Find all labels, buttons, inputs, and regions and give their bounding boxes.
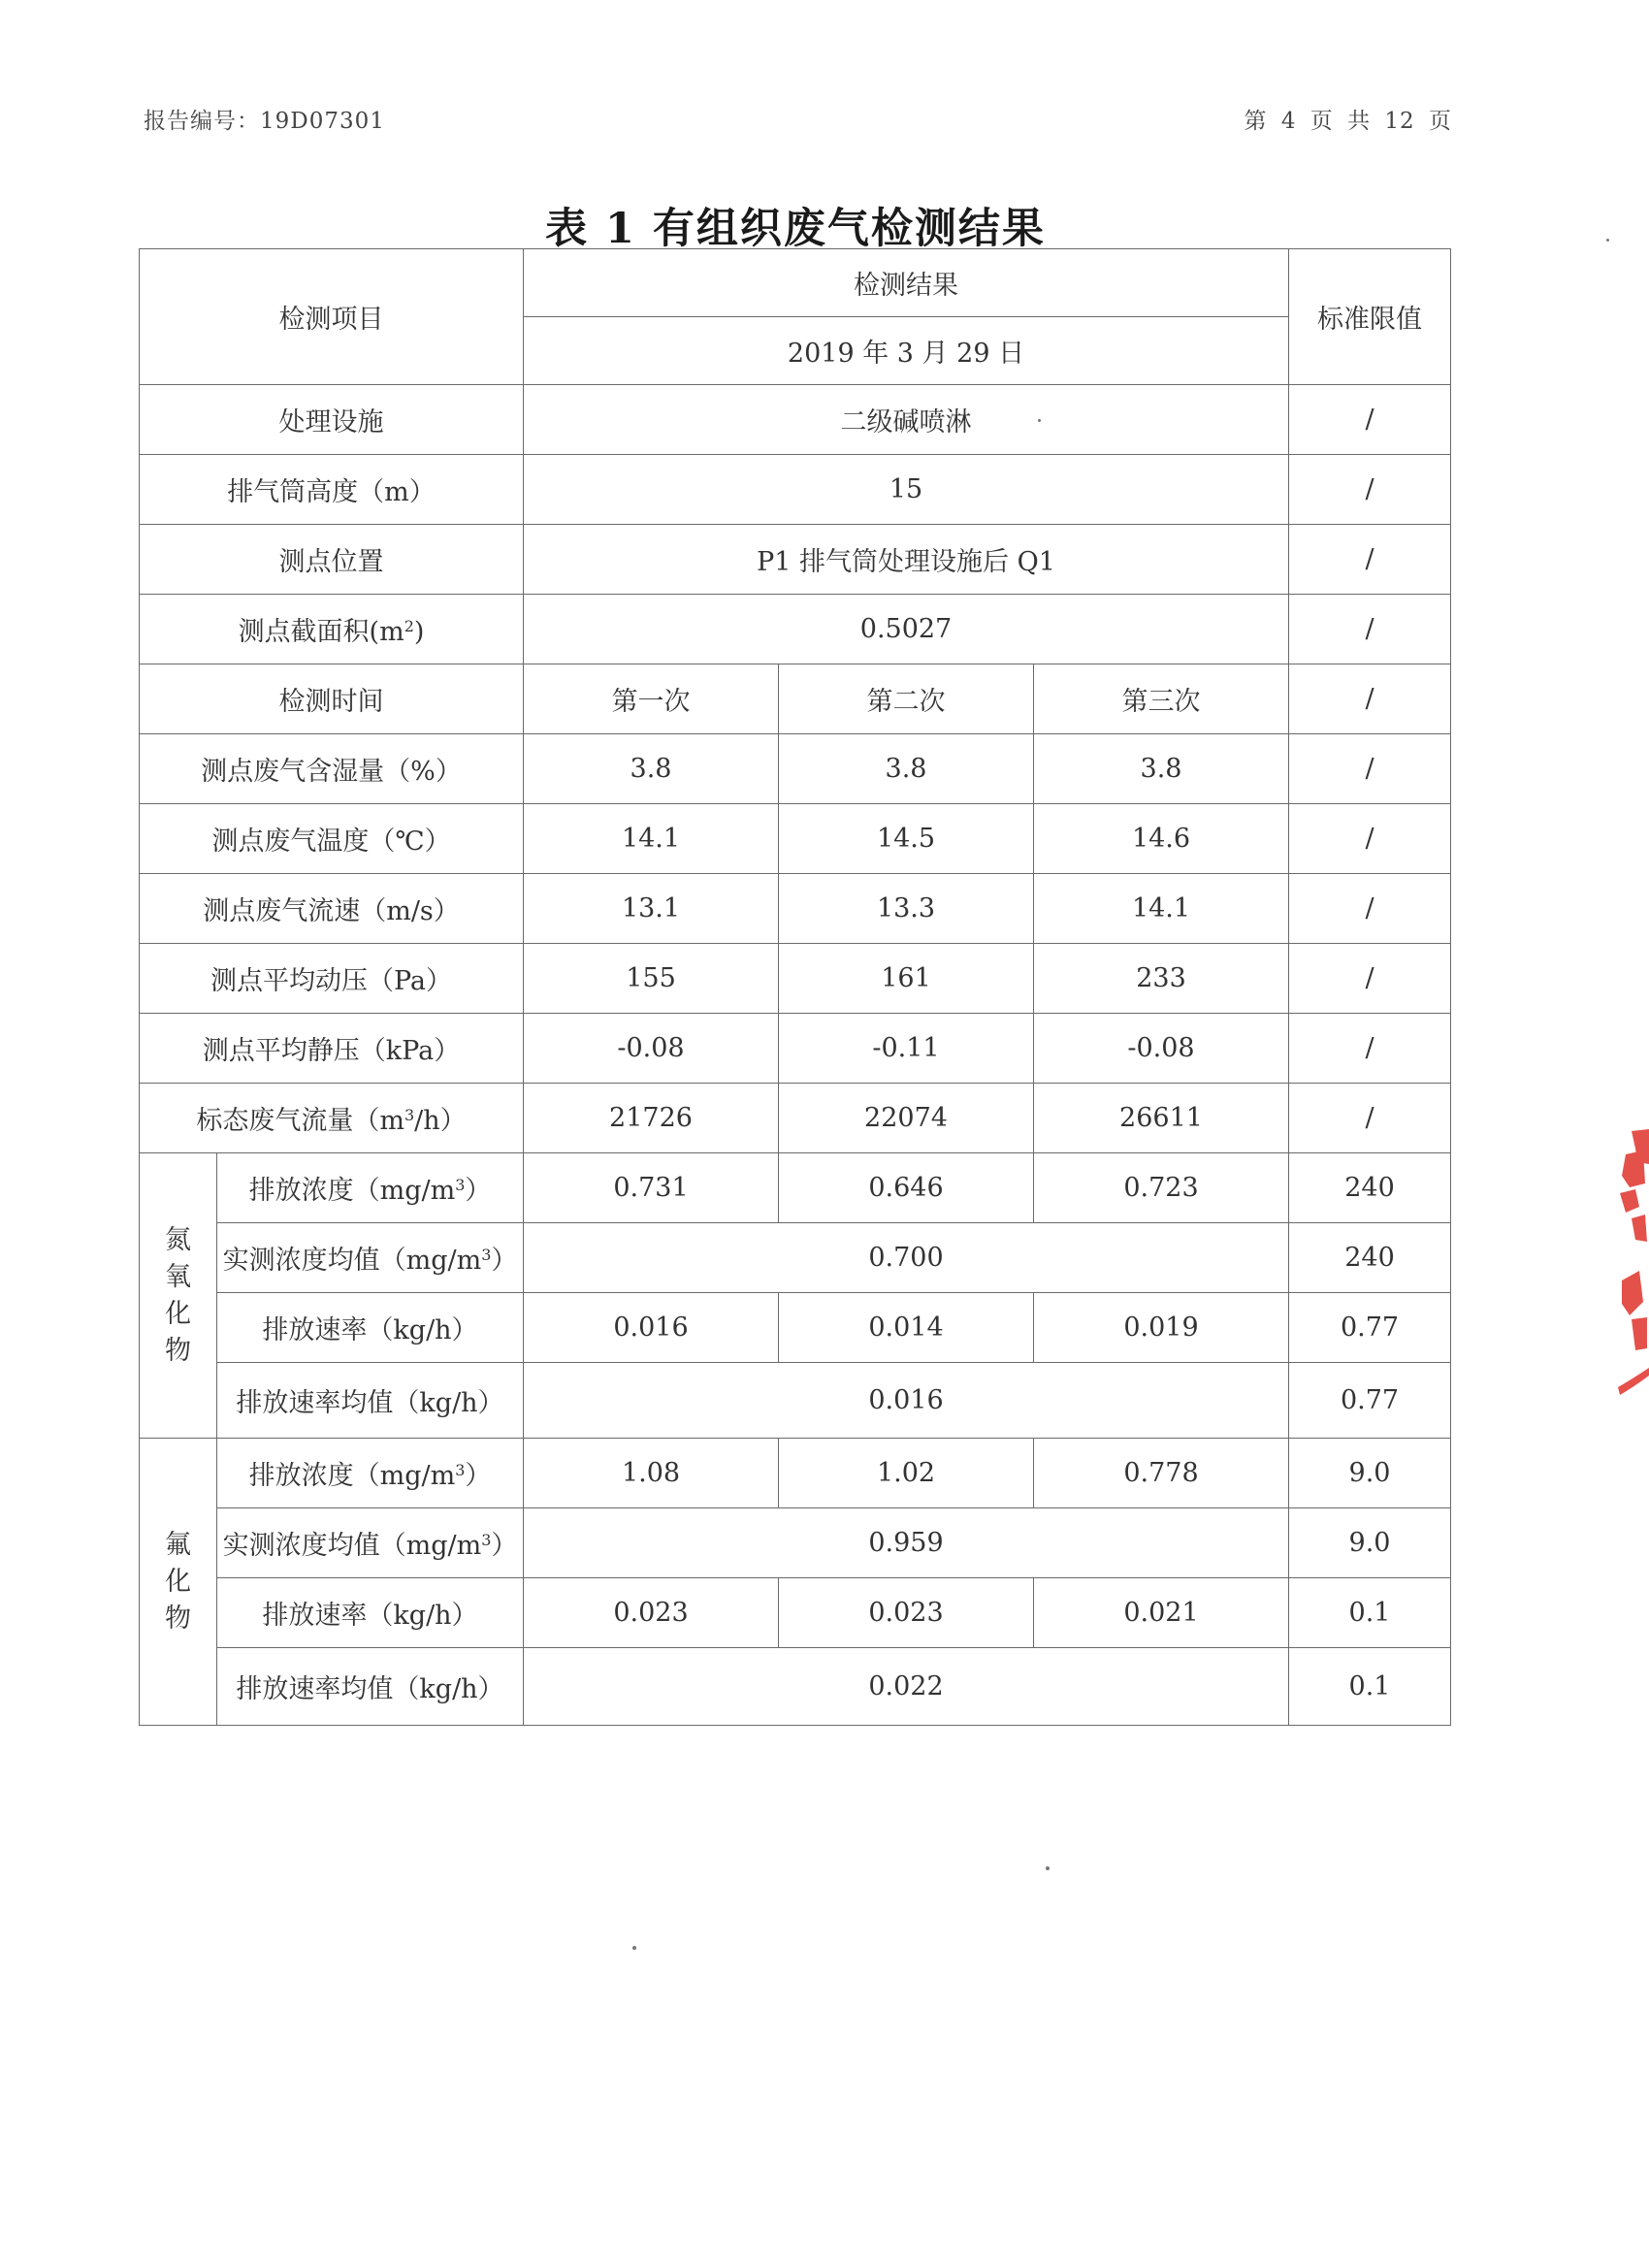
header-limit: 标准限值 bbox=[1289, 249, 1451, 385]
row-limit: 0.77 bbox=[1289, 1363, 1451, 1439]
row-limit: 9.0 bbox=[1289, 1439, 1451, 1508]
table-row bbox=[140, 944, 1451, 1014]
cell-v1: 13.1 bbox=[524, 874, 779, 944]
row-value: 0.5027 bbox=[524, 595, 1289, 664]
row-label: 处理设施 bbox=[140, 385, 524, 455]
cell-v1: 0.023 bbox=[524, 1578, 779, 1648]
cell-v3: 26611 bbox=[1034, 1084, 1289, 1153]
cell-v2: 第二次 bbox=[779, 664, 1034, 734]
row-label: 测点废气流速（m/s） bbox=[140, 874, 524, 944]
scan-speck bbox=[632, 1946, 636, 1950]
cell-v3: 233 bbox=[1034, 944, 1289, 1014]
row-limit: / bbox=[1289, 1014, 1451, 1084]
row-label: 排气筒高度（m） bbox=[140, 455, 524, 525]
table-row bbox=[140, 1439, 1451, 1508]
row-label: 排放浓度$(mg/m^3)$ bbox=[217, 1439, 524, 1508]
row-limit: 0.1 bbox=[1289, 1648, 1451, 1726]
table-title: 表 1 有组织废气检测结果 bbox=[545, 205, 1046, 253]
cell-v2: -0.11 bbox=[779, 1014, 1034, 1084]
row-label: 测点平均静压（kPa） bbox=[140, 1014, 524, 1084]
row-limit: 9.0 bbox=[1289, 1508, 1451, 1578]
row-label: 测点废气温度（℃） bbox=[140, 804, 524, 874]
row-label: 标态废气流量$(m^3/h)$ bbox=[140, 1084, 524, 1153]
cell-v3: 0.019 bbox=[1034, 1293, 1289, 1363]
cell-v3: 14.1 bbox=[1034, 874, 1289, 944]
row-limit: 0.77 bbox=[1289, 1293, 1451, 1363]
header-result: 检测结果 bbox=[524, 249, 1289, 317]
scan-speck bbox=[1038, 419, 1041, 422]
header-row-1 bbox=[140, 249, 1451, 317]
header-date: 2019 年 3 月 29 日 bbox=[524, 317, 1289, 385]
row-value: 0.022 bbox=[524, 1648, 1289, 1726]
cell-v3: 0.021 bbox=[1034, 1578, 1289, 1648]
table-row bbox=[140, 874, 1451, 944]
table-row bbox=[140, 385, 1451, 455]
row-limit: 0.1 bbox=[1289, 1578, 1451, 1648]
table-row bbox=[140, 1508, 1451, 1578]
row-limit: / bbox=[1289, 455, 1451, 525]
cell-v3: 14.6 bbox=[1034, 804, 1289, 874]
cell-v1: 155 bbox=[524, 944, 779, 1014]
cell-v1: 第一次 bbox=[524, 664, 779, 734]
table-row bbox=[140, 1153, 1451, 1223]
cell-v1: 1.08 bbox=[524, 1439, 779, 1508]
report-number: 报告编号：19D07301 bbox=[144, 109, 385, 134]
table-row bbox=[140, 1363, 1451, 1439]
row-limit: / bbox=[1289, 664, 1451, 734]
table-row bbox=[140, 804, 1451, 874]
table-row bbox=[140, 734, 1451, 804]
table-row bbox=[140, 595, 1451, 664]
row-value: 二级碱喷淋 bbox=[524, 385, 1289, 455]
row-limit: / bbox=[1289, 595, 1451, 664]
row-value: P1 排气筒处理设施后 Q1 bbox=[524, 525, 1289, 595]
row-label: 排放速率均值（kg/h） bbox=[217, 1648, 524, 1726]
row-value: 0.016 bbox=[524, 1363, 1289, 1439]
cell-v1: 0.731 bbox=[524, 1153, 779, 1223]
row-value: 0.959 bbox=[524, 1508, 1289, 1578]
cell-v1: 14.1 bbox=[524, 804, 779, 874]
scan-speck bbox=[1606, 239, 1609, 242]
cell-v1: 21726 bbox=[524, 1084, 779, 1153]
cell-v1: 0.016 bbox=[524, 1293, 779, 1363]
row-value: 15 bbox=[524, 455, 1289, 525]
table-row bbox=[140, 1014, 1451, 1084]
row-limit: / bbox=[1289, 525, 1451, 595]
cell-v3: 第三次 bbox=[1034, 664, 1289, 734]
row-label: 实测浓度均值$(mg/m^3)$ bbox=[217, 1223, 524, 1293]
row-value: 0.700 bbox=[524, 1223, 1289, 1293]
row-label: 排放速率（kg/h） bbox=[217, 1578, 524, 1648]
row-label: 检测时间 bbox=[140, 664, 524, 734]
row-label: 测点废气含湿量（%） bbox=[140, 734, 524, 804]
cell-v2: 0.646 bbox=[779, 1153, 1034, 1223]
row-label: 实测浓度均值$(mg/m^3)$ bbox=[217, 1508, 524, 1578]
row-limit: / bbox=[1289, 804, 1451, 874]
row-label: 测点平均动压（Pa） bbox=[140, 944, 524, 1014]
cell-v1: -0.08 bbox=[524, 1014, 779, 1084]
cell-v2: 1.02 bbox=[779, 1439, 1034, 1508]
row-limit: / bbox=[1289, 874, 1451, 944]
row-limit: 240 bbox=[1289, 1223, 1451, 1293]
cell-v2: 14.5 bbox=[779, 804, 1034, 874]
table-row bbox=[140, 1223, 1451, 1293]
cell-v2: 161 bbox=[779, 944, 1034, 1014]
row-limit: / bbox=[1289, 734, 1451, 804]
header-item: 检测项目 bbox=[140, 249, 524, 385]
row-label: 测点截面积$(m^2)$ bbox=[140, 595, 524, 664]
scan-speck bbox=[1046, 1866, 1050, 1870]
row-limit: / bbox=[1289, 385, 1451, 455]
cell-v2: 3.8 bbox=[779, 734, 1034, 804]
emission-results-table bbox=[139, 248, 1451, 1726]
cell-v1: 3.8 bbox=[524, 734, 779, 804]
group-label-fluoride: 氟 化 物 bbox=[140, 1439, 217, 1726]
row-label: 排放速率（kg/h） bbox=[217, 1293, 524, 1363]
row-label: 测点位置 bbox=[140, 525, 524, 595]
cell-v3: 0.778 bbox=[1034, 1439, 1289, 1508]
table-row bbox=[140, 1578, 1451, 1648]
row-label: 排放浓度$(mg/m^3)$ bbox=[217, 1153, 524, 1223]
table-row bbox=[140, 1293, 1451, 1363]
cell-v3: 3.8 bbox=[1034, 734, 1289, 804]
table-row bbox=[140, 455, 1451, 525]
cell-v2: 0.014 bbox=[779, 1293, 1034, 1363]
row-limit: / bbox=[1289, 1084, 1451, 1153]
cell-v2: 0.023 bbox=[779, 1578, 1034, 1648]
row-limit: / bbox=[1289, 944, 1451, 1014]
table-row bbox=[140, 1648, 1451, 1726]
cell-v3: 0.723 bbox=[1034, 1153, 1289, 1223]
row-limit: 240 bbox=[1289, 1153, 1451, 1223]
seal-stamp-fragment bbox=[1593, 1125, 1649, 1445]
row-label: 排放速率均值（kg/h） bbox=[217, 1363, 524, 1439]
cell-v3: -0.08 bbox=[1034, 1014, 1289, 1084]
table-row bbox=[140, 525, 1451, 595]
page-info: 第 4 页 共 12 页 bbox=[1244, 109, 1452, 134]
group-label-nox: 氮 氧 化 物 bbox=[140, 1153, 217, 1439]
table-row bbox=[140, 664, 1451, 734]
cell-v2: 22074 bbox=[779, 1084, 1034, 1153]
table-row bbox=[140, 1084, 1451, 1153]
cell-v2: 13.3 bbox=[779, 874, 1034, 944]
